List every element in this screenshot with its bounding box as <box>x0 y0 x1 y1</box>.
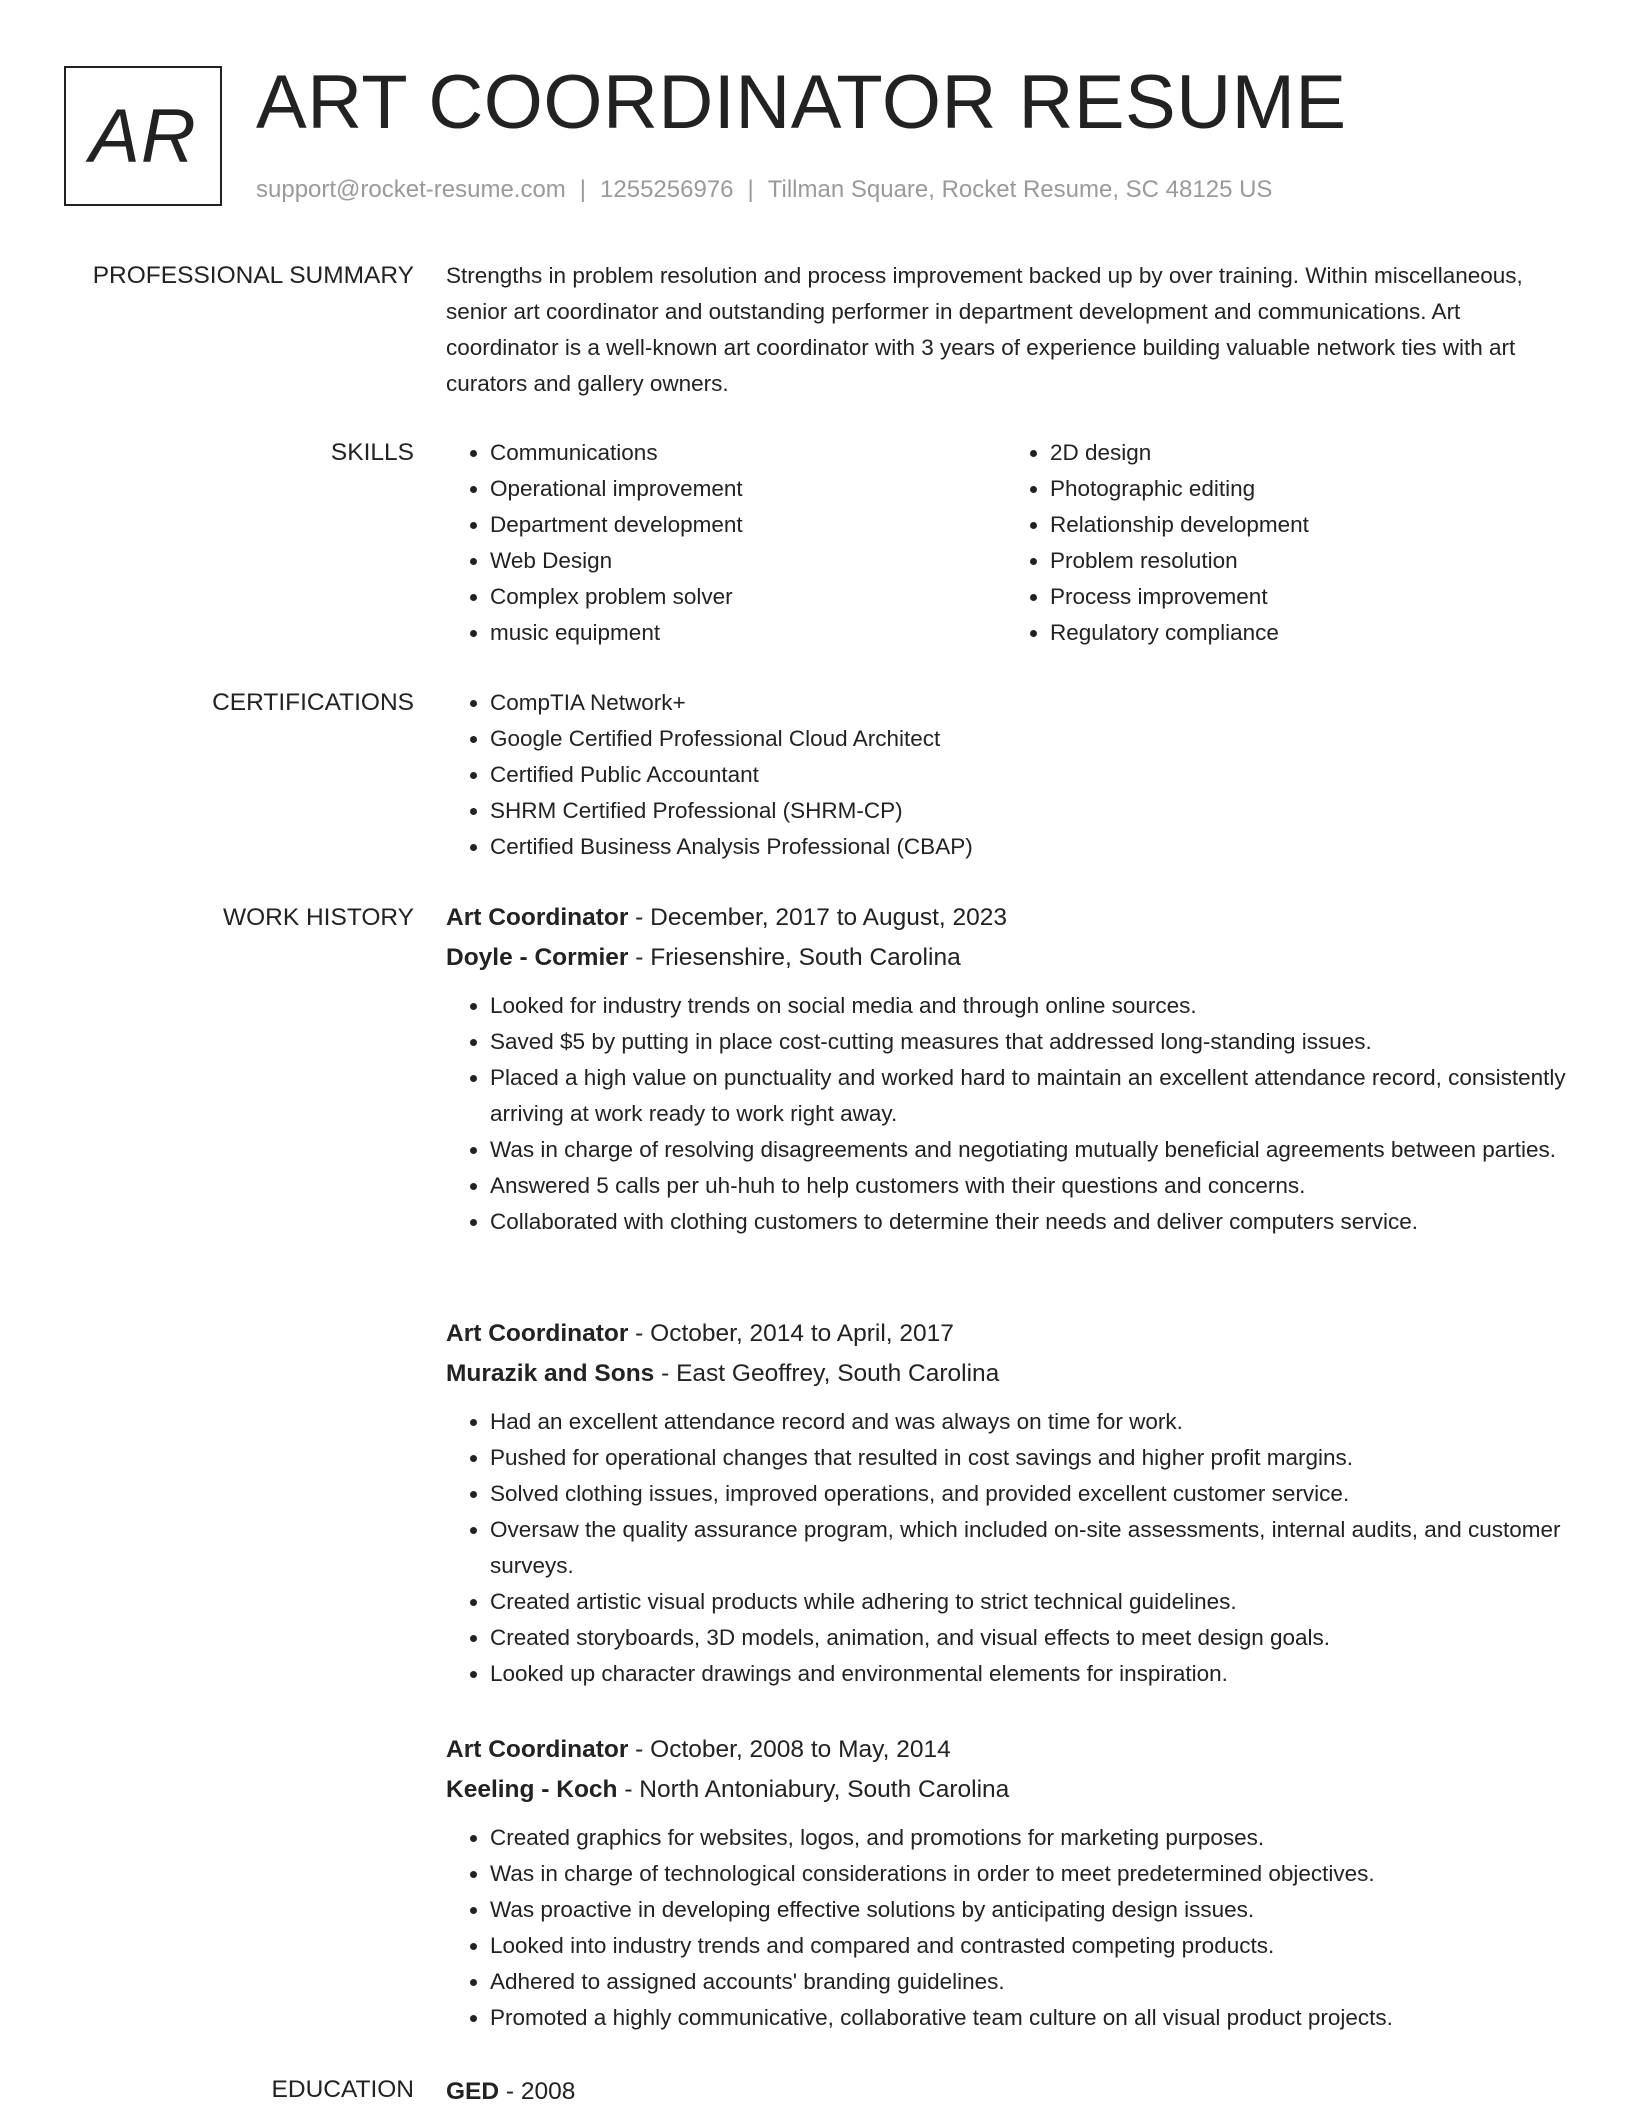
certification-item: • Google Certified Professional Cloud Architect <box>490 721 1566 757</box>
job-duty-item: • Was proactive in developing effective solutions by anticipating design issues. <box>490 1892 1566 1928</box>
job-dates: - October, 2008 to May, 2014 <box>628 1736 951 1763</box>
job-duty-item: • Was in charge of technological considerations in order to meet predetermined objectives. <box>490 1856 1566 1892</box>
job-company: Keeling - Koch <box>446 1776 618 1803</box>
job-duty-item: • Had an excellent attendance record and was always on time for work. <box>490 1404 1566 1440</box>
section-label-work-history: WORK HISTORY <box>222 904 414 931</box>
contact-address: Tillman Square, Rocket Resume, SC 48125 US <box>767 176 1273 203</box>
job-duty-item: • Saved $5 by putting in place cost-cutting measures that addressed long-standing issues. <box>490 1024 1566 1060</box>
job-duty-item: • Solved clothing issues, improved operations, and provided excellent customer service. <box>490 1476 1566 1512</box>
certification-item: • Certified Public Accountant <box>490 757 1566 793</box>
skills-list-left <box>446 435 1006 651</box>
job-body <box>446 1314 1566 1692</box>
job-duty-item: • Oversaw the quality assurance program, which included on-site assessments, internal audits, and customer surveys. <box>490 1512 1566 1584</box>
contact-separator: | <box>579 176 587 203</box>
summary-body <box>446 258 1566 402</box>
skill-item: • Complex problem solver <box>490 579 1006 615</box>
job-location: - Friesenshire, South Carolina <box>628 944 961 971</box>
skill-item: • Web Design <box>490 543 1006 579</box>
page-title: ART COORDINATOR RESUME <box>256 60 1347 145</box>
skill-item: • music equipment <box>490 615 1006 651</box>
job-duty-item: • Was in charge of resolving disagreements and negotiating mutually beneficial agreements between parties. <box>490 1132 1566 1168</box>
job-dates: - October, 2014 to April, 2017 <box>628 1320 954 1347</box>
monogram-logo: AR <box>64 66 222 206</box>
skill-item: • Communications <box>490 435 1006 471</box>
job-duty-item: • Created storyboards, 3D models, animation, and visual effects to meet design goals. <box>490 1620 1566 1656</box>
job-title-line <box>446 1314 1566 1354</box>
certifications-body <box>446 685 1566 865</box>
section-label-education: EDUCATION <box>271 2076 414 2103</box>
section-label-certifications: CERTIFICATIONS <box>212 689 414 716</box>
certifications-list <box>446 685 1566 865</box>
job-title: Art Coordinator <box>446 1320 629 1347</box>
job-duty-item: • Looked into industry trends and compared and contrasted competing products. <box>490 1928 1566 1964</box>
job-duty-item: • Adhered to assigned accounts' branding guidelines. <box>490 1964 1566 2000</box>
job-company: Doyle - Cormier <box>446 944 629 971</box>
skill-item: • Process improvement <box>1050 579 1566 615</box>
skills-body <box>446 435 1566 651</box>
skill-item: • Regulatory compliance <box>1050 615 1566 651</box>
job-company: Murazik and Sons <box>446 1360 655 1387</box>
job-duties-list <box>446 1820 1566 2036</box>
skills-list-right <box>1006 435 1566 651</box>
contact-separator: | <box>747 176 754 203</box>
contact-phone[interactable]: 1255256976 <box>600 176 734 203</box>
skill-item: • Operational improvement <box>490 471 1006 507</box>
job-duty-item: • Looked for industry trends on social media and through online sources. <box>490 988 1566 1024</box>
education-degree: GED <box>446 2078 500 2105</box>
contact-email[interactable]: support@rocket-resume.com <box>256 176 566 203</box>
certification-item: • CompTIA Network+ <box>490 685 1566 721</box>
job-location: - East Geoffrey, South Carolina <box>654 1360 1000 1387</box>
job-body <box>446 1730 1566 2036</box>
education-year: - 2008 <box>499 2078 576 2105</box>
job-duties-list <box>446 988 1566 1240</box>
job-location: - North Antoniabury, South Carolina <box>617 1776 1010 1803</box>
skill-item: • Department development <box>490 507 1006 543</box>
job-duty-item: • Placed a high value on punctuality and worked hard to maintain an excellent attendance record, consistently arriving at work ready to work right away. <box>490 1060 1566 1132</box>
job-company-line <box>446 1354 1566 1394</box>
job-duty-item: • Collaborated with clothing customers to determine their needs and deliver computers service. <box>490 1204 1566 1240</box>
job-title-line <box>446 898 1566 938</box>
job-company-line <box>446 1770 1566 1810</box>
summary-text: Strengths in problem resolution and process improvement backed up by over training. Within miscellaneous, senior art coordinator and outstanding performer in department development and communications. Art coordinator is a well-known art coordinator with 3 years of experience building valuable network ties with art curators and gallery owners. <box>446 263 1523 396</box>
contact-line <box>256 174 1272 206</box>
certification-item: • SHRM Certified Professional (SHRM-CP) <box>490 793 1566 829</box>
education-line <box>446 2072 1566 2112</box>
skill-item: • 2D design <box>1050 435 1566 471</box>
job-title: Art Coordinator <box>446 1736 629 1763</box>
job-duties-list <box>446 1404 1566 1692</box>
job-company-line <box>446 938 1566 978</box>
skill-item: • Relationship development <box>1050 507 1566 543</box>
education-body <box>446 2072 1566 2112</box>
section-label-skills: SKILLS <box>330 439 414 466</box>
job-dates: - December, 2017 to August, 2023 <box>628 904 1008 931</box>
job-duty-item: • Created artistic visual products while adhering to strict technical guidelines. <box>490 1584 1566 1620</box>
job-body <box>446 898 1566 1240</box>
job-duty-item: • Looked up character drawings and environmental elements for inspiration. <box>490 1656 1566 1692</box>
skill-item: • Problem resolution <box>1050 543 1566 579</box>
job-title-line <box>446 1730 1566 1770</box>
section-label-summary: PROFESSIONAL SUMMARY <box>92 262 414 289</box>
job-duty-item: • Answered 5 calls per uh-huh to help customers with their questions and concerns. <box>490 1168 1566 1204</box>
job-title: Art Coordinator <box>446 904 629 931</box>
job-duty-item: • Created graphics for websites, logos, and promotions for marketing purposes. <box>490 1820 1566 1856</box>
skill-item: • Photographic editing <box>1050 471 1566 507</box>
job-duty-item: • Promoted a highly communicative, collaborative team culture on all visual product projects. <box>490 2000 1566 2036</box>
certification-item: • Certified Business Analysis Professional (CBAP) <box>490 829 1566 865</box>
job-duty-item: • Pushed for operational changes that resulted in cost savings and higher profit margins. <box>490 1440 1566 1476</box>
